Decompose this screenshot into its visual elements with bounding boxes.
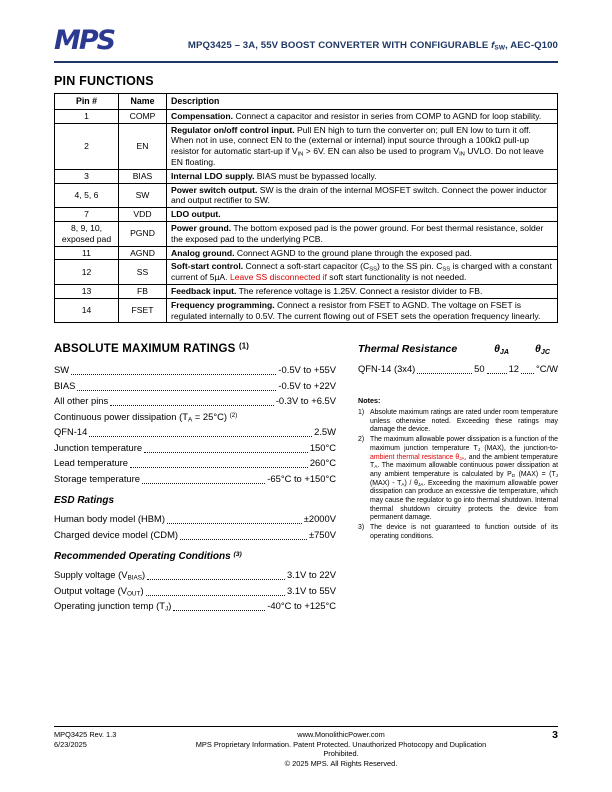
rating-label: Junction temperature bbox=[54, 441, 143, 453]
rating-line bbox=[54, 440, 336, 456]
dotted-leader bbox=[89, 436, 312, 437]
pin-name-cell: SW bbox=[119, 183, 167, 208]
rating-value: 3.1V to 55V bbox=[287, 584, 336, 596]
pin-name-cell: BIAS bbox=[119, 169, 167, 183]
pin-number-cell: 11 bbox=[55, 246, 119, 260]
note-number: 3) bbox=[358, 524, 365, 532]
rating-line bbox=[54, 424, 336, 440]
rec-op-heading: Recommended Operating Conditions $^{(3)}$ bbox=[54, 551, 242, 563]
rating-value: 260°C bbox=[309, 457, 336, 469]
rating-value: -0.5V to +55V bbox=[278, 364, 336, 376]
pin-number-cell: 1 bbox=[55, 109, 119, 123]
pin-name-cell: FB bbox=[119, 284, 167, 298]
dotted-leader bbox=[180, 539, 307, 540]
dotted-leader bbox=[173, 610, 265, 611]
dotted-leader bbox=[487, 373, 507, 374]
note-number: 1) bbox=[358, 409, 365, 417]
rating-label: Storage temperature bbox=[54, 472, 140, 484]
rating-value: -0.5V to +22V bbox=[278, 379, 336, 391]
rating-label: All other pins bbox=[54, 395, 109, 407]
pin-description-cell: Internal LDO supply. BIAS must be bypassed locally. bbox=[167, 169, 558, 183]
rating-line bbox=[54, 583, 336, 599]
rating-line bbox=[54, 527, 336, 543]
pin-description-cell: Frequency programming. Connect a resistor from FSET to AGND. The voltage on FSET is regulated internally to 0.5V. The current flowing out of FSET sets the operation frequency linearly. bbox=[167, 298, 558, 323]
table-row bbox=[55, 246, 558, 260]
table-row bbox=[55, 298, 558, 323]
rating-label: BIAS bbox=[54, 379, 76, 391]
table-header-row bbox=[55, 94, 558, 110]
rating-label: Operating junction temp $(T_J)$ bbox=[54, 600, 172, 613]
pin-functions-table bbox=[54, 93, 558, 323]
pin-number-cell: 12 bbox=[55, 260, 119, 285]
footer-date: 6/23/2025 bbox=[54, 739, 87, 749]
rating-value: 150°C bbox=[309, 441, 336, 453]
footer-copyright: © 2025 MPS. All Rights Reserved. bbox=[284, 758, 398, 768]
rating-line bbox=[54, 455, 336, 471]
rating-line bbox=[54, 362, 336, 378]
pin-description-cell: Soft-start control. Connect a soft-start capacitor $(C_{SS})$ to the SS pin. $C_{SS}$ is charged with a constant current of 5µA. Leave SS disconnected if soft start functionality is not needed. bbox=[167, 260, 558, 285]
dotted-leader bbox=[417, 373, 472, 374]
table-row bbox=[55, 221, 558, 246]
mps-logo bbox=[54, 26, 140, 56]
pin-number-cell: 7 bbox=[55, 208, 119, 222]
footer-revision: MPQ3425 Rev. 1.3 bbox=[54, 730, 117, 739]
notes-section bbox=[358, 397, 558, 541]
pin-name-cell: PGND bbox=[119, 221, 167, 246]
rating-label: QFN-14 bbox=[54, 426, 88, 438]
rating-line bbox=[54, 409, 336, 425]
dotted-leader bbox=[71, 374, 276, 375]
pin-description-cell: Compensation. Connect a capacitor and resistor in series from COMP to AGND for loop stability. bbox=[167, 109, 558, 123]
pin-name-cell: EN bbox=[119, 123, 167, 169]
ratings-columns bbox=[54, 343, 558, 614]
rating-value: ±2000V bbox=[303, 513, 336, 525]
notes-list bbox=[358, 409, 558, 542]
pin-name-cell: SS bbox=[119, 260, 167, 285]
table-row bbox=[55, 183, 558, 208]
pin-number-cell: 8, 9, 10, exposed pad bbox=[55, 221, 119, 246]
dotted-leader bbox=[110, 405, 274, 406]
footer-legal: MPS Proprietary Information. Patent Protected. Unauthorized Photocopy and Duplication Prohibited. bbox=[195, 739, 487, 758]
dotted-leader bbox=[144, 452, 308, 453]
esd-heading: ESD Ratings bbox=[54, 495, 115, 507]
doc-title: MPQ3425 – 3A, 55V BOOST CONVERTER WITH CONFIGURABLE $f_{SW}$, AEC-Q100 bbox=[187, 40, 558, 52]
footer-center bbox=[184, 730, 498, 768]
pin-functions-heading: PIN FUNCTIONS bbox=[54, 74, 154, 88]
dotted-leader bbox=[147, 579, 285, 580]
pin-description-cell: Feedback input. The reference voltage is 1.25V. Connect a resistor divider to FB. bbox=[167, 284, 558, 298]
footer-left bbox=[54, 730, 184, 749]
rec-op-list bbox=[54, 567, 336, 614]
rating-value: -40°C to +125°C bbox=[267, 600, 336, 612]
pin-description-cell: LDO output. bbox=[167, 208, 558, 222]
rating-value: 3.1V to 22V bbox=[287, 569, 336, 581]
note-item bbox=[358, 436, 558, 523]
rating-label: Charged device model (CDM) bbox=[54, 528, 179, 540]
table-row bbox=[55, 109, 558, 123]
column-header-pin: Pin # bbox=[55, 94, 119, 110]
abs-max-list bbox=[54, 362, 336, 486]
rating-line bbox=[54, 567, 336, 583]
table-row bbox=[55, 260, 558, 285]
theta-ja-label: $\theta_{JA}$ bbox=[494, 343, 510, 357]
pin-name-cell: AGND bbox=[119, 246, 167, 260]
thermal-package-label: QFN-14 (3x4) bbox=[358, 363, 416, 375]
column-header-description: Description bbox=[167, 94, 558, 110]
pin-number-cell: 4, 5, 6 bbox=[55, 183, 119, 208]
footer-website-link[interactable]: www.MonolithicPower.com bbox=[297, 730, 385, 739]
rating-label: Continuous power dissipation $(T_A = 25^\circ C)$ $^{(2)}$ bbox=[54, 410, 238, 424]
dotted-leader bbox=[146, 595, 285, 596]
rating-label: Supply voltage $(V_{BIAS})$ bbox=[54, 569, 146, 582]
theta-jc-label: $\theta_{JC}$ bbox=[535, 343, 550, 357]
rating-value: 2.5W bbox=[314, 426, 336, 438]
pin-number-cell: 13 bbox=[55, 284, 119, 298]
pin-number-cell: 3 bbox=[55, 169, 119, 183]
rating-label: Output voltage $(V_{OUT})$ bbox=[54, 584, 144, 598]
rating-line bbox=[54, 471, 336, 487]
table-row bbox=[55, 208, 558, 222]
page-header bbox=[54, 26, 558, 63]
rating-label: Lead temperature bbox=[54, 457, 129, 469]
rating-line bbox=[54, 378, 336, 394]
note-text: Absolute maximum ratings are rated under room temperature unless otherwise noted. Exceeding these ratings may damage the device. bbox=[370, 409, 558, 434]
theta-jc-value: 12 bbox=[508, 363, 520, 375]
column-header-name: Name bbox=[119, 94, 167, 110]
abs-max-heading: ABSOLUTE MAXIMUM RATINGS $^{(1)}$ bbox=[54, 341, 250, 356]
notes-heading: Notes: bbox=[358, 396, 381, 406]
rating-label: SW bbox=[54, 364, 70, 376]
note-number: 2) bbox=[358, 436, 365, 444]
dotted-leader bbox=[142, 483, 265, 484]
rating-value: -65°C to +150°C bbox=[267, 472, 336, 484]
rating-line bbox=[54, 393, 336, 409]
table-row bbox=[55, 169, 558, 183]
thermal-unit: °C/W bbox=[536, 363, 558, 375]
note-item bbox=[358, 409, 558, 435]
pin-description-cell: Power switch output. SW is the drain of the internal MOSFET switch. Connect the power inductor and output rectifier to SW. bbox=[167, 183, 558, 208]
dotted-leader bbox=[77, 390, 276, 391]
left-column bbox=[54, 343, 336, 614]
footer-page-number: 3 bbox=[552, 729, 558, 741]
pin-description-cell: Analog ground. Connect AGND to the ground plane through the exposed pad. bbox=[167, 246, 558, 260]
rating-value: ±750V bbox=[308, 528, 336, 540]
dotted-leader bbox=[167, 523, 302, 524]
page-footer bbox=[54, 726, 558, 768]
theta-ja-value: 50 bbox=[474, 363, 485, 375]
pin-name-cell: COMP bbox=[119, 109, 167, 123]
pin-name-cell: FSET bbox=[119, 298, 167, 323]
thermal-resistance-header bbox=[358, 343, 558, 355]
rating-line bbox=[54, 511, 336, 527]
pin-number-cell: 14 bbox=[55, 298, 119, 323]
dotted-leader bbox=[521, 373, 534, 374]
note-item bbox=[358, 524, 558, 541]
thermal-resistance-row bbox=[358, 361, 558, 376]
rating-label: Human body model (HBM) bbox=[54, 513, 165, 525]
dotted-leader bbox=[130, 467, 308, 468]
right-column bbox=[358, 343, 558, 614]
pin-description-cell: Regulator on/off control input. Pull EN high to turn the converter on; pull EN low to turn it off. When not in use, connect EN to the (external or internal) input source through a 100kΩ pull-up resistor for automatic start-up if $V_{IN} > 6V$. EN can also be used to program $V_{IN}$ UVLO. Do not leave EN floating. bbox=[167, 123, 558, 169]
note-text: The device is not guaranteed to function outside of its operating conditions. bbox=[370, 524, 558, 540]
rating-value: -0.3V to +6.5V bbox=[275, 395, 336, 407]
pin-description-cell: Power ground. The bottom exposed pad is the power ground. For best thermal resistance, solder the exposed pad to the underlying PCB. bbox=[167, 221, 558, 246]
esd-list bbox=[54, 511, 336, 542]
pin-number-cell: 2 bbox=[55, 123, 119, 169]
table-row bbox=[55, 284, 558, 298]
table-row bbox=[55, 123, 558, 169]
note-text: The maximum allowable power dissipation is a function of the maximum junction temperature $T_J$ (MAX), the junction-to-ambient thermal resistance $\theta_{JA}$, and the ambient temperature $T_A$. The maximum allowable continuous power dissipation at any ambient temperature is calculated by $P_D$ $(MAX) = (T_J$ $(MAX) - T_A) / \theta_{JA}$. Exceeding the maximum allowable power dissipation can produce an excessive die temperature, which may cause the regulator to go into thermal shutdown. Internal thermal shutdown circuitry protects the device from permanent damage. bbox=[370, 436, 559, 522]
mps-logo-text: MPS bbox=[54, 25, 115, 56]
pin-name-cell: VDD bbox=[119, 208, 167, 222]
rating-line bbox=[54, 598, 336, 614]
thermal-heading: Thermal Resistance bbox=[358, 343, 458, 356]
